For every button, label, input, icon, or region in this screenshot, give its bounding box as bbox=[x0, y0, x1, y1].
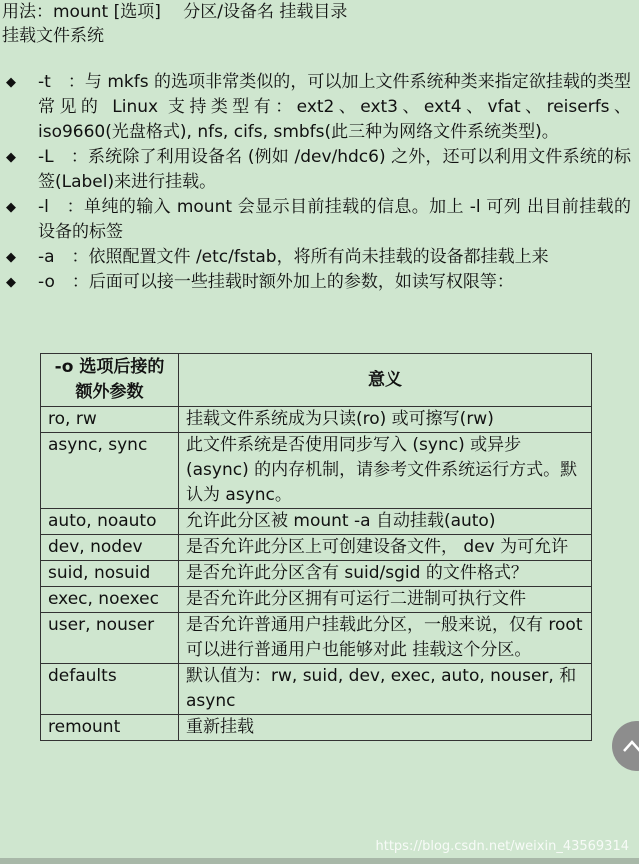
meaning-cell: 允许此分区被 mount -a 自动挂载(auto) bbox=[179, 509, 592, 535]
meaning-cell: 是否允许普通用户挂载此分区，一般来说，仅有 root 可以进行普通用户也能够对此 挂载这个分区。 bbox=[179, 613, 592, 664]
diamond-bullet-icon: ◆ bbox=[6, 200, 16, 215]
table-row bbox=[41, 561, 592, 587]
option-item-t bbox=[0, 70, 639, 145]
param-cell: dev, nodev bbox=[41, 535, 179, 561]
bottom-divider bbox=[0, 858, 639, 864]
mount-options-table bbox=[40, 353, 592, 741]
option-text: -a ：依照配置文件 /etc/fstab，将所有尚未挂载的设备都挂载上来 bbox=[38, 247, 549, 267]
diamond-bullet-icon: ◆ bbox=[6, 275, 16, 290]
table-row bbox=[41, 715, 592, 741]
diamond-bullet-icon: ◆ bbox=[6, 250, 16, 265]
table-row bbox=[41, 509, 592, 535]
scroll-to-top-button[interactable] bbox=[612, 721, 639, 771]
param-cell: defaults bbox=[41, 664, 179, 715]
option-item-l bbox=[0, 195, 639, 245]
meaning-cell: 重新挂载 bbox=[179, 715, 592, 741]
table-row bbox=[41, 587, 592, 613]
table-row bbox=[41, 407, 592, 433]
option-text: -l ：单纯的输入 mount 会显示目前挂载的信息。加上 -l 可列 出目前挂载的设备的标签 bbox=[38, 197, 631, 242]
option-text: -t ：与 mkfs 的选项非常类似的，可以加上文件系统种类来指定欲挂载的类型常见的 Linux 支持类型有：ext2、ext3、ext4、vfat、reiserfs、iso9660(光盘格式), nfs, cifs, smbfs(此三种为网络文件系统类型)。 bbox=[38, 72, 631, 142]
diamond-bullet-icon: ◆ bbox=[6, 150, 16, 165]
param-cell: suid, nosuid bbox=[41, 561, 179, 587]
header-param: -o 选项后接的额外参数 bbox=[41, 354, 179, 407]
param-cell: user, nouser bbox=[41, 613, 179, 664]
option-item-L bbox=[0, 145, 639, 195]
option-text: -o ：后面可以接一些挂载时额外加上的参数，如读写权限等： bbox=[38, 272, 514, 292]
usage-description: 挂载文件系统 bbox=[2, 26, 104, 46]
meaning-cell: 挂载文件系统成为只读(ro) 或可擦写(rw) bbox=[179, 407, 592, 433]
table-row bbox=[41, 535, 592, 561]
meaning-cell: 此文件系统是否使用同步写入 (sync) 或异步 (async) 的内存机制，请参考文件系统运行方式。默认为 async。 bbox=[179, 433, 592, 509]
param-cell: ro, rw bbox=[41, 407, 179, 433]
param-cell: remount bbox=[41, 715, 179, 741]
meaning-cell: 是否允许此分区含有 suid/sgid 的文件格式？ bbox=[179, 561, 592, 587]
param-cell: exec, noexec bbox=[41, 587, 179, 613]
meaning-cell: 是否允许此分区拥有可运行二进制可执行文件 bbox=[179, 587, 592, 613]
diamond-bullet-icon: ◆ bbox=[6, 75, 16, 90]
usage-block bbox=[2, 0, 347, 48]
option-item-o bbox=[0, 270, 639, 295]
option-item-a bbox=[0, 245, 639, 270]
table-row bbox=[41, 664, 592, 715]
table-row bbox=[41, 613, 592, 664]
header-meaning: 意义 bbox=[179, 354, 592, 407]
chevron-up-icon bbox=[622, 739, 639, 753]
table-row bbox=[41, 433, 592, 509]
usage-syntax: 用法：mount [选项] 分区/设备名 挂载目录 bbox=[2, 2, 348, 22]
table-header-row bbox=[41, 354, 592, 407]
option-text: -L ：系统除了利用设备名 (例如 /dev/hdc6) 之外，还可以利用文件系统的标签(Label)来进行挂载。 bbox=[38, 147, 631, 192]
meaning-cell: 是否允许此分区上可创建设备文件， dev 为可允许 bbox=[179, 535, 592, 561]
option-list bbox=[0, 70, 639, 295]
param-cell: async, sync bbox=[41, 433, 179, 509]
watermark: https://blog.csdn.net/weixin_43569314 bbox=[375, 839, 629, 854]
param-cell: auto, noauto bbox=[41, 509, 179, 535]
meaning-cell: 默认值为：rw, suid, dev, exec, auto, nouser, 和 async bbox=[179, 664, 592, 715]
